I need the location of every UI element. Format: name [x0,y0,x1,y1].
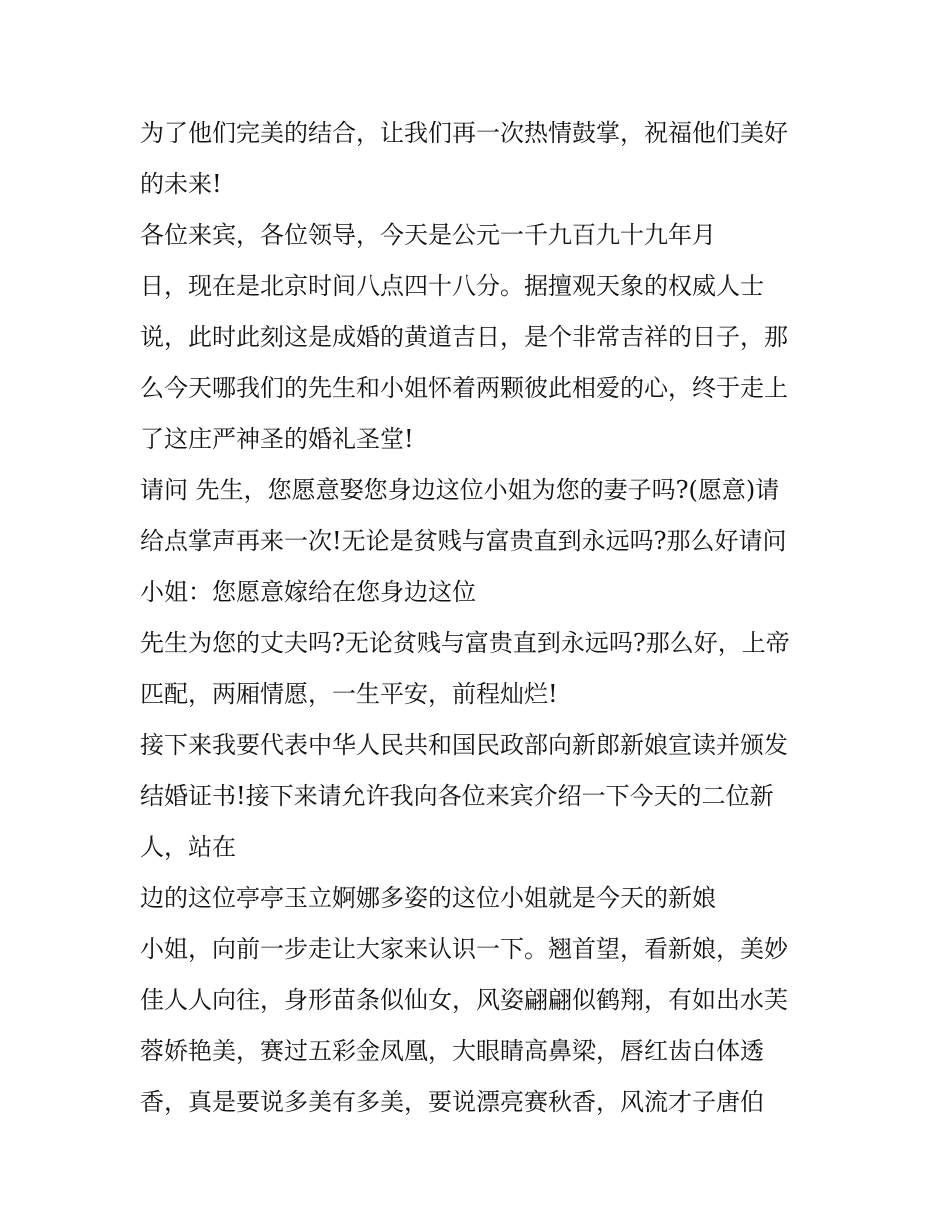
text-line: 结婚证书!接下来请允许我向各位来宾介绍一下今天的二位新 [140,782,774,810]
text-line: 了这庄严神圣的婚礼圣堂! [140,425,414,453]
text-line: 人，站在 [140,833,236,861]
text-line: 给点掌声再来一次!无论是贫贱与富贵直到永远吗?那么好请问 [140,527,787,555]
text-line: 各位来宾，各位领导，今天是公元一千九百九十九年月 [140,221,716,249]
text-line: 请问 先生，您愿意娶您身边这位小姐为您的妻子吗?(愿意)请 [140,476,780,504]
text-line: 香，真是要说多美有多美，要说漂亮赛秋香，风流才子唐伯 [140,1088,764,1116]
text-line: 匹配，两厢情愿，一生平安，前程灿烂! [140,680,558,708]
text-line: 的未来! [140,170,222,198]
text-line: 小姐，向前一步走让大家来认识一下。翘首望，看新娘，美妙 [140,935,788,963]
text-line: 日，现在是北京时间八点四十八分。据擅观天象的权威人士 [140,272,764,300]
document-body [140,108,830,1128]
text-line: 佳人人向往，身形苗条似仙女，风姿翩翩似鹤翔，有如出水芙 [140,986,788,1014]
text-line: 为了他们完美的结合，让我们再一次热情鼓掌，祝福他们美好 [140,119,788,147]
text-line: 先生为您的丈夫吗?无论贫贱与富贵直到永远吗?那么好，上帝 [140,629,790,657]
text-line: 么今天哪我们的先生和小姐怀着两颗彼此相爱的心，终于走上 [140,374,788,402]
text-line: 蓉娇艳美，赛过五彩金凤凰，大眼睛高鼻梁，唇红齿白体透 [140,1037,764,1065]
text-line: 小姐：您愿意嫁给在您身边这位 [140,578,476,606]
text-line: 边的这位亭亭玉立婀娜多姿的这位小姐就是今天的新娘 [140,884,716,912]
text-line: 接下来我要代表中华人民共和国民政部向新郎新娘宣读并颁发 [140,731,788,759]
text-line: 说，此时此刻这是成婚的黄道吉日，是个非常吉祥的日子，那 [140,323,788,351]
